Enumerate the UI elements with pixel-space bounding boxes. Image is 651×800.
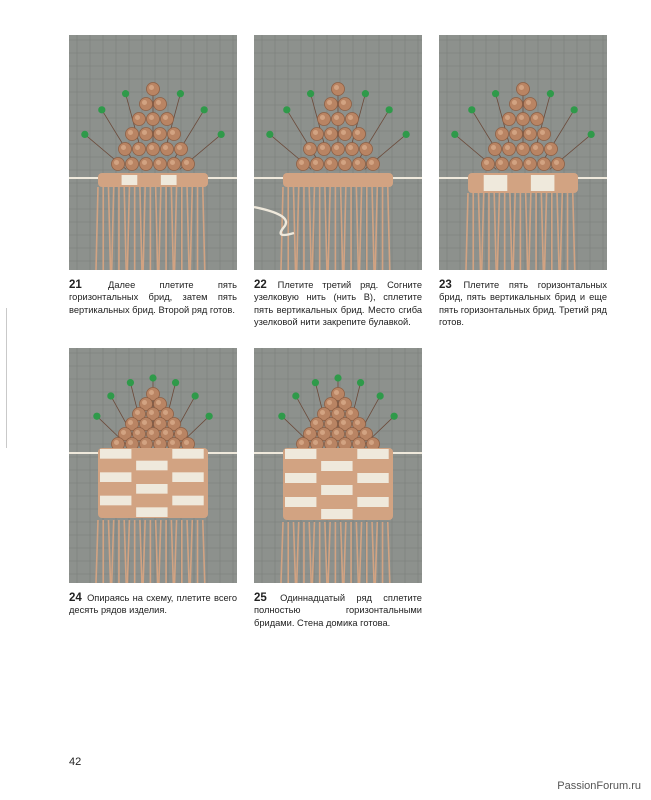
step-25-caption [254,592,422,629]
step-25-text: Одиннадцатый ряд сплетите полностью горизонтальными бридами. Стена домика готова. [254,593,422,628]
step-21-caption [69,279,237,316]
step-24-number: 24 [69,592,82,604]
step-23-photo [439,35,607,270]
macrame-illustration [69,35,237,270]
step-25-number: 25 [254,592,267,604]
step-24-photo [69,348,237,583]
margin-rule [6,308,7,448]
page-number: 42 [69,756,82,768]
step-23-text: Плетите пять горизонтальных брид, пять вертикальных брид и еще пять горизонтальных брид. Третий ряд готов. [439,280,607,327]
step-22-caption [254,279,422,328]
macrame-illustration [69,348,237,583]
watermark: PassionForum.ru [557,780,641,792]
macrame-illustration [439,35,607,270]
step-24-caption [69,592,237,617]
step-22-text: Плетите третий ряд. Согните узелковую нить (нить В), сплетите пять вертикальных брид. Место сгиба узелковой нити закрепите булавкой. [254,280,422,327]
macrame-illustration [254,348,422,583]
step-21-photo [69,35,237,270]
step-21-text: Далее плетите пять горизонтальных брид, затем пять вертикальных брид. Второй ряд готов. [69,280,237,315]
step-25-photo [254,348,422,583]
step-22-photo [254,35,422,270]
step-23-number: 23 [439,279,452,291]
step-23-caption [439,279,607,328]
macrame-illustration [254,35,422,270]
step-21-number: 21 [69,279,82,291]
step-24-text: Опираясь на схему, плетите всего десять рядов изделия. [69,593,237,616]
step-22-number: 22 [254,279,267,291]
